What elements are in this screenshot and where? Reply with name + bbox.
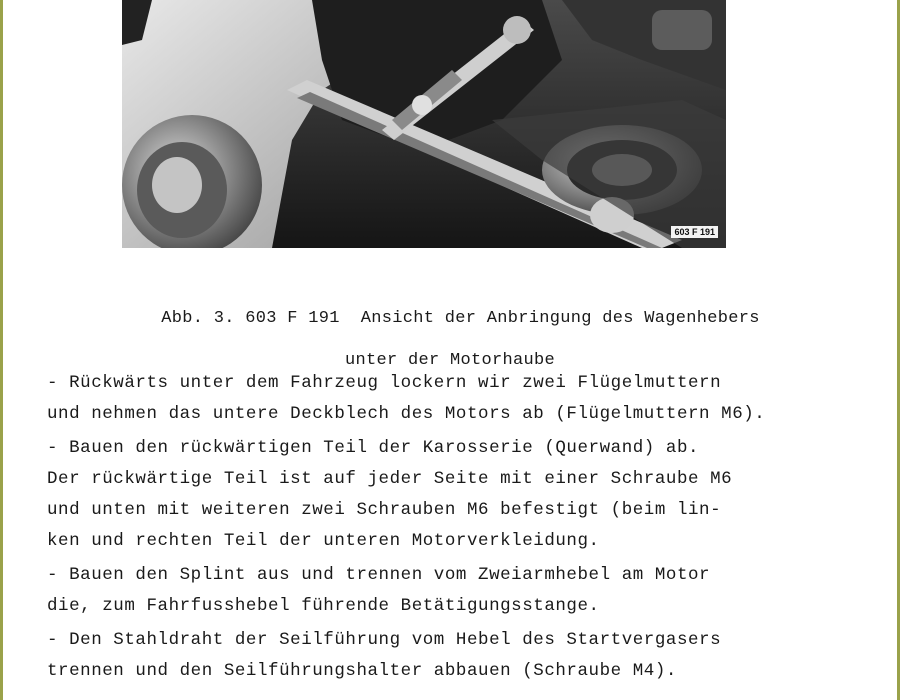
instruction-text [47, 368, 877, 690]
paragraph-line: die, zum Fahrfusshebel führende Betätigungsstange. [47, 596, 600, 616]
paragraph-1 [47, 368, 877, 430]
paragraph-2 [47, 433, 877, 557]
paragraph-3 [47, 560, 877, 622]
engine-photo-drawing [122, 0, 726, 248]
paragraph-line: - Bauen den Splint aus und trennen vom Zweiarmhebel am Motor [47, 565, 711, 585]
caption-line-1: Abb. 3. 603 F 191 Ansicht der Anbringung des Wagenhebers [161, 309, 760, 328]
paragraph-line: - Bauen den rückwärtigen Teil der Karosserie (Querwand) ab. [47, 438, 700, 458]
paragraph-line: ken und rechten Teil der unteren Motorverkleidung. [47, 531, 600, 551]
caption-line-2: unter der Motorhaube [344, 351, 556, 370]
photo-reference-label: 603 F 191 [671, 226, 718, 238]
paragraph-line: Der rückwärtige Teil ist auf jeder Seite mit einer Schraube M6 [47, 469, 733, 489]
paragraph-line: und nehmen das untere Deckblech des Motors ab (Flügelmuttern M6). [47, 404, 766, 424]
paragraph-line: - Den Stahldraht der Seilführung vom Hebel des Startvergasers [47, 630, 722, 650]
paragraph-line: - Rückwärts unter dem Fahrzeug lockern wir zwei Flügelmuttern [47, 373, 722, 393]
engine-photo [122, 0, 726, 248]
paragraph-line: trennen und den Seilführungshalter abbauen (Schraube M4). [47, 661, 677, 681]
paragraph-4 [47, 625, 877, 687]
paragraph-line: und unten mit weiteren zwei Schrauben M6 befestigt (beim lin- [47, 500, 722, 520]
